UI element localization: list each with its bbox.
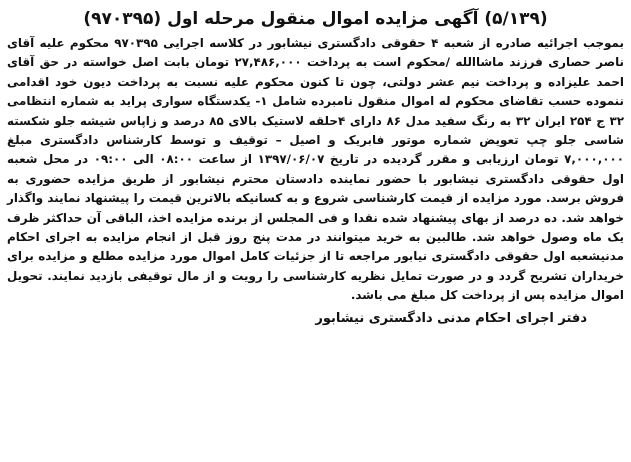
notice-title: (۵/۱۳۹) آگهی مزایده اموال منقول مرحله اول (۹۷۰۳۹۵): [83, 9, 548, 29]
auction-notice: [4, 6, 627, 456]
notice-body: بموجب اجرائیه صادره از شعبه ۴ حقوقی دادگستری نیشابور در کلاسه اجرایی ۹۷۰۳۹۵ محکوم علیه آقای ناصر حصاری فرزند ماشاالله /محکوم است به پرداخت ۲۷,۴۸۶,۰۰۰ تومان بابت اصل خواسته در حق آقای احمد علیزاده و پرداخت نیم عشر دولتی، چون تا کنون محکوم علیه نسبت به پرداخت دیون خود اقدامی ننموده حسب تقاضای محکوم له اموال منقول نامبرده شامل ۱- یکدستگاه سواری پراید به شماره انتظامی ۳۲ ج ۲۵۴ ایران ۳۲ به رنگ سفید مدل ۸۶ دارای ۴حلقه لاستیک بالای ۸۵ درصد و زاپاس شیشه جلو شکسته شاسی جلو چپ تعویض شماره موتور فابریک و اصیل – توقیف و توسط کارشناس دادگستری مبلغ ۷,۰۰۰,۰۰۰ تومان ارزیابی و مقرر گردیده در تاریخ ۱۳۹۷/۰۶/۰۷ از ساعت ۰۸:۰۰ الی ۰۹:۰۰ در محل شعبه اول حقوقی دادگستری نیشابور با حضور نماینده دادستان محترم نیشابور از طریق مزایده حضوری به فروش برسد. مورد مزایده از قیمت کارشناسی شروع و به کسانیکه بالاترین قیمت را پیشنهاد نمایند واگذار خواهد شد. ده درصد از بهای پیشنهاد شده نقدا و فی المجلس از برنده مزایده اخذ، الباقی آن حداکثر ظرف یک ماه وصول خواهد شد. طالبین به خرید میتوانند در مدت پنج روز قبل از انجام مزایده به اجرای احکام مدنیشعبه اول حقوقی دادگستری نیابور مراجعه تا از جزئیات کامل اموال مورد مزایده مطلع و مزایده برای خریداران تشریح گردد و در صورت تمایل نظریه کارشناسی را رویت و از مال توقیفی بازدید نمایند. تحویل اموال مزایده پس از پرداخت کل مبلغ می باشد.: [7, 36, 624, 303]
notice-issuer: دفتر اجرای احکام مدنی دادگستری نیشابور: [315, 310, 587, 326]
